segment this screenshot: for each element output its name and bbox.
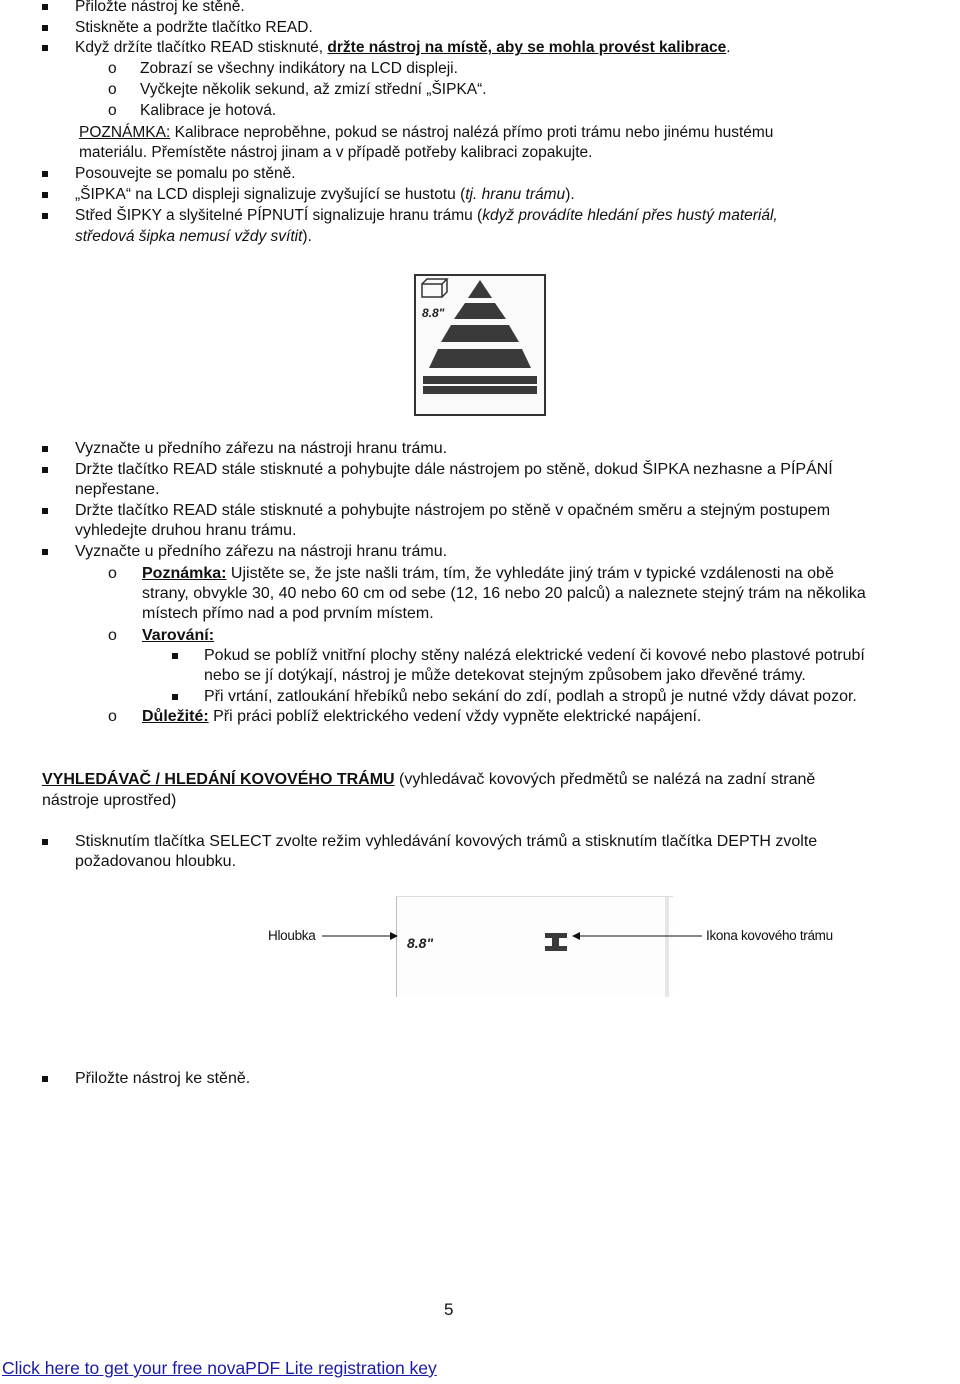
lcd-metal-graphic xyxy=(397,897,673,997)
bullet-text: Stiskněte a podržte tlačítko READ. xyxy=(75,19,313,36)
bullet-text: Stisknutím tlačítka SELECT zvolte režim vyhledávání kovových trámů a stisknutím tlačítka DEPTH zvolte xyxy=(75,833,818,850)
metal-stud-icon xyxy=(545,933,567,951)
text-run: Ujistěte se, že jste našli trám, tím, že vyhledáte jiný trám v typické vzdálenosti na obě xyxy=(226,565,834,582)
bullet-marker xyxy=(42,446,48,452)
bullet-center-arrow-text-line2 xyxy=(75,227,312,247)
lcd-display-stud-image xyxy=(414,274,546,416)
label-metal-icon: Ikona kovového trámu xyxy=(706,928,833,943)
text-run: ). xyxy=(302,228,312,245)
bullet-marker xyxy=(42,4,48,10)
sub-bullet-text: Kalibrace je hotová. xyxy=(140,102,277,119)
bullet-arrow-text xyxy=(75,185,575,205)
text-run: Při práci poblíž elektrického vedení vždy vypněte elektrické napájení. xyxy=(208,708,702,725)
text-run: . xyxy=(726,39,731,56)
bullet-center-arrow-text xyxy=(75,206,778,226)
bullet-marker xyxy=(172,653,178,659)
bold-underlined-instruction: držte nástroj na místě, aby se mohla provést kalibrace xyxy=(327,39,727,56)
italic-run: tj. hranu trámu xyxy=(465,186,566,203)
italic-run: když provádíte hledání přes hustý materiál, xyxy=(482,207,778,224)
sub-bullet-marker: o xyxy=(108,708,117,725)
arrow-to-metal-icon xyxy=(570,926,704,946)
warning-item: Pokud se poblíž vnitřní plochy stěny nalézá elektrické vedení či kovové nebo plastové potrubí xyxy=(204,647,865,664)
bullet-text-line2: požadovanou hloubku. xyxy=(75,853,237,870)
bullet-marker xyxy=(42,1076,48,1082)
bullet-marker xyxy=(42,549,48,555)
text-run: Kalibrace neproběhne, pokud se nástroj nalézá přímo proti trámu nebo jinému hustému xyxy=(170,124,774,141)
lcd-display-metal-image xyxy=(396,896,673,997)
note-calibration-line2: materiálu. Přemístěte nástroj jinam a v případě potřeby kalibraci zopakujte. xyxy=(79,144,593,161)
sub-bullet-marker: o xyxy=(108,627,117,644)
wood-box-icon xyxy=(422,279,447,297)
sub-bullet-marker: o xyxy=(108,565,117,582)
text-run: Střed ŠIPKY a slyšitelné PÍPNUTÍ signalizuje hranu trámu ( xyxy=(75,207,483,224)
bullet-text: Vyznačte u předního zářezu na nástroji hranu trámu. xyxy=(75,440,448,457)
bullet-marker xyxy=(42,508,48,514)
bullet-text: Přiložte nástroj ke stěně. xyxy=(75,0,245,15)
bullet-marker xyxy=(42,171,48,177)
text-run: (vyhledávač kovových předmětů se nalézá na zadní straně xyxy=(394,771,816,788)
lcd-stud-graphic xyxy=(416,276,544,414)
arrow-to-depth xyxy=(320,926,400,946)
lcd-depth-reading: 8.8" xyxy=(407,935,434,951)
section-heading xyxy=(42,770,815,790)
bullet-marker xyxy=(42,213,48,219)
sub-bullet-marker: o xyxy=(108,60,117,77)
bullet-marker xyxy=(42,25,48,31)
bullet-text-line2: nepřestane. xyxy=(75,481,160,498)
note-stud-distance-line3: místech přímo nad a pod prvním místem. xyxy=(142,605,434,622)
bullet-text: Vyznačte u předního zářezu na nástroji hranu trámu. xyxy=(75,543,448,560)
warning-item: Při vrtání, zatloukání hřebíků nebo sekání do zdí, podlah a stropů je nutné vždy dávat pozor. xyxy=(204,688,857,705)
sub-bullet-text: Zobrazí se všechny indikátory na LCD displeji. xyxy=(140,60,458,77)
note-stud-distance-line2: strany, obvykle 30, 40 nebo 60 cm od sebe (12, 16 nebo 20 palců) a naleznete stejný trám na několika xyxy=(142,585,866,602)
text-run: ). xyxy=(565,186,575,203)
bullet-marker xyxy=(42,192,48,198)
sub-bullet-text: Vyčkejte několik sekund, až zmizí střední „ŠIPKA“. xyxy=(140,81,487,98)
label-depth: Hloubka xyxy=(268,928,316,943)
section-title: VYHLEDÁVAČ / HLEDÁNÍ KOVOVÉHO TRÁMU xyxy=(42,771,395,788)
footer-registration-link[interactable]: Click here to get your free novaPDF Lite registration key xyxy=(2,1358,437,1378)
note-stud-distance xyxy=(142,564,834,584)
page-number: 5 xyxy=(444,1300,454,1319)
important-label: Důležité: xyxy=(142,708,209,725)
sub-bullet-marker: o xyxy=(108,102,117,119)
bullet-text: Přiložte nástroj ke stěně. xyxy=(75,1070,251,1087)
section-heading-line2: nástroje uprostřed) xyxy=(42,792,177,809)
warning-label: Varování: xyxy=(142,627,215,644)
bullet-marker xyxy=(172,694,178,700)
bullet-calibration-text xyxy=(75,38,731,58)
note-calibration xyxy=(79,123,773,143)
text-run: „ŠIPKA“ na LCD displeji signalizuje zvyšující se hustotu ( xyxy=(75,186,466,203)
italic-run: středová šipka nemusí vždy svítit xyxy=(75,228,303,245)
note-label: POZNÁMKA: xyxy=(79,124,171,141)
bullet-text: Držte tlačítko READ stále stisknuté a pohybujte dále nástrojem po stěně, dokud ŠIPKA nezhasne a PÍPÁNÍ xyxy=(75,461,833,478)
bullet-marker xyxy=(42,839,48,845)
bullet-marker xyxy=(42,45,48,51)
bullet-marker xyxy=(42,467,48,473)
lcd-depth-reading: 8.8" xyxy=(422,306,445,320)
bullet-text: Držte tlačítko READ stále stisknuté a pohybujte nástrojem po stěně v opačném směru a stejným postupem xyxy=(75,502,831,519)
warning-item-line2: nebo se jí dotýkají, nástroj je může detekovat stejným způsobem jako dřevěné trámy. xyxy=(204,667,806,684)
bullet-text: Posouvejte se pomalu po stěně. xyxy=(75,165,296,182)
sub-bullet-marker: o xyxy=(108,81,117,98)
text-run: Když držíte tlačítko READ stisknuté, xyxy=(75,39,328,56)
important-note xyxy=(142,707,701,727)
note-label: Poznámka: xyxy=(142,565,227,582)
bullet-text-line2: vyhledejte druhou hranu trámu. xyxy=(75,522,297,539)
